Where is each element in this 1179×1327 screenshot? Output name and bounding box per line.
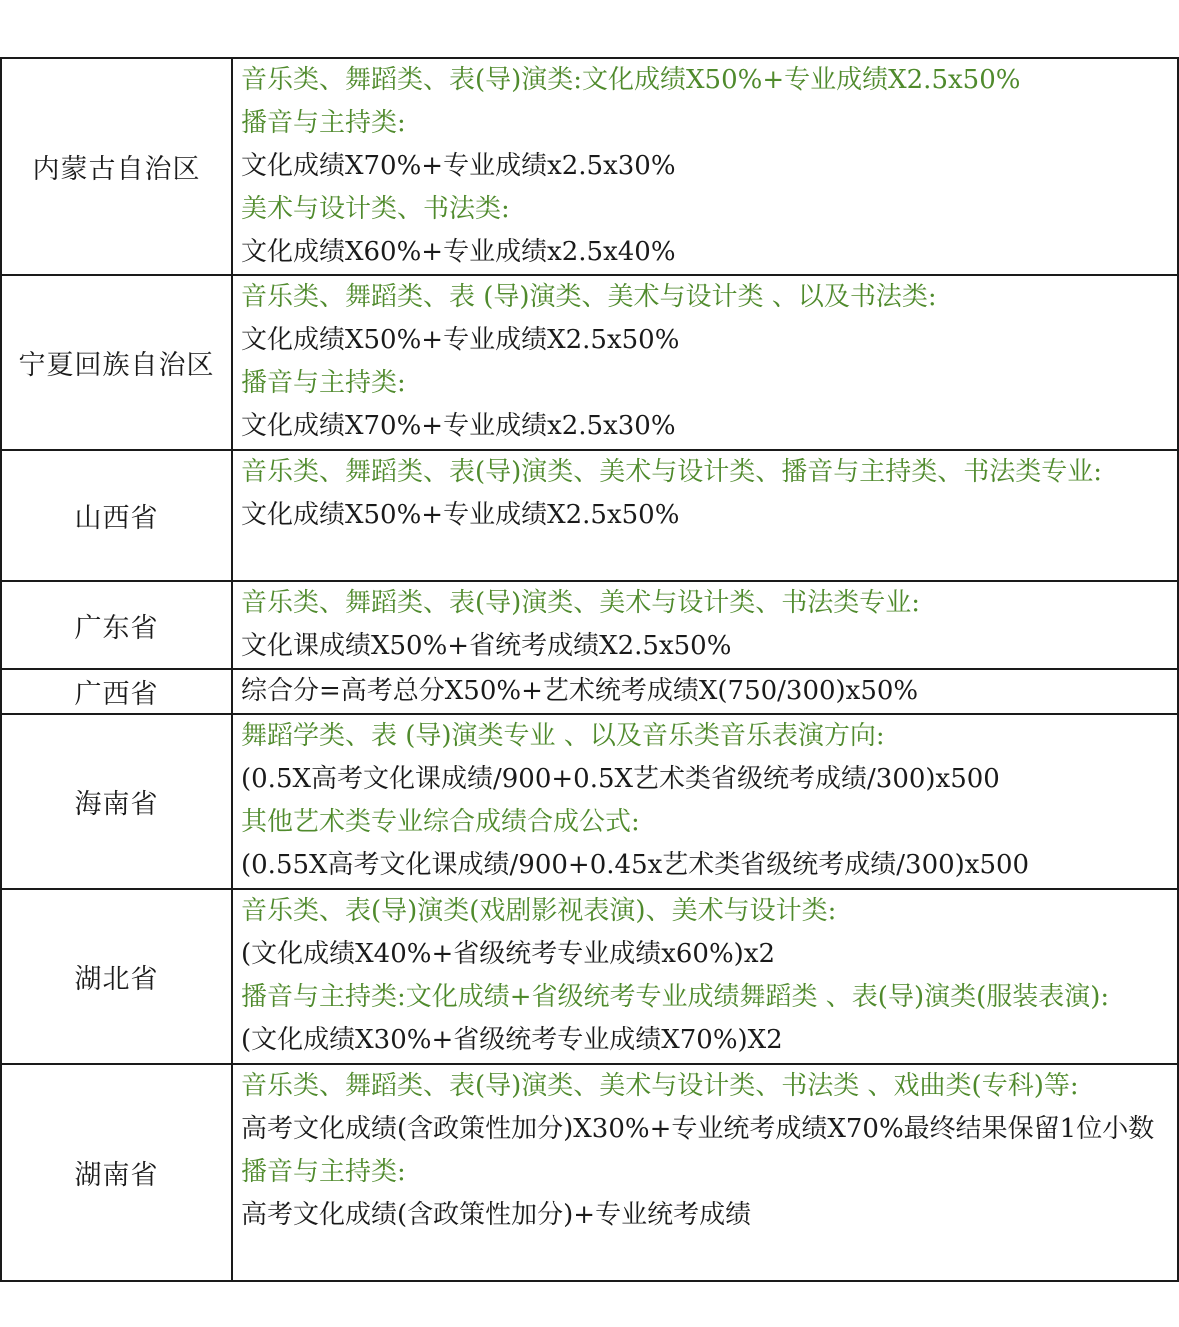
formula-text: 文化成绩X70%+专业成绩x2.5x30%	[241, 411, 676, 441]
formula-cell	[232, 1064, 1178, 1281]
table-row	[1, 275, 1178, 450]
table-body	[1, 58, 1178, 1281]
formula-text: (文化成绩X30%+省级统考专业成绩X70%)X2	[241, 1025, 783, 1055]
province-cell: 广西省	[1, 669, 232, 714]
category-heading: 音乐类、舞蹈类、表(导)演类、美术与设计类、播音与主持类、书法类专业:	[241, 457, 1103, 487]
formula-text: 高考文化成绩(含政策性加分)+专业统考成绩	[241, 1200, 752, 1230]
category-heading: 舞蹈学类、表 (导)演类专业 、以及音乐类音乐表演方向:	[241, 721, 885, 751]
formula-text: (文化成绩X40%+省级统考专业成绩x60%)x2	[241, 939, 776, 969]
table-row	[1, 714, 1178, 889]
formula-cell	[232, 669, 1178, 714]
formula-cell	[232, 581, 1178, 669]
formula-cell	[232, 58, 1178, 275]
category-heading: 播音与主持类:	[241, 108, 406, 138]
table-row	[1, 1064, 1178, 1281]
category-heading: 播音与主持类:文化成绩+省级统考专业成绩舞蹈类 、表(导)演类(服装表演):	[241, 982, 1110, 1012]
category-heading: 音乐类、表(导)演类(戏剧影视表演)、美术与设计类:	[241, 896, 837, 926]
formula-text: 文化成绩X70%+专业成绩x2.5x30%	[241, 151, 676, 181]
formula-text: 综合分=高考总分X50%+艺术统考成绩X(750/300)x50%	[241, 676, 919, 706]
category-heading: 其他艺术类专业综合成绩合成公式:	[241, 807, 640, 837]
category-heading: 播音与主持类:	[241, 1157, 406, 1187]
province-cell: 宁夏回族自治区	[1, 275, 232, 450]
province-cell: 湖南省	[1, 1064, 232, 1281]
score-formula-table	[0, 57, 1179, 1282]
category-heading: 音乐类、舞蹈类、表(导)演类:文化成绩X50%+专业成绩X2.5x50%	[241, 65, 1021, 95]
formula-text: 文化成绩X50%+专业成绩X2.5x50%	[241, 500, 680, 530]
formula-text: 文化课成绩X50%+省统考成绩X2.5x50%	[241, 631, 732, 661]
formula-cell	[232, 450, 1178, 581]
formula-cell	[232, 889, 1178, 1064]
formula-cell	[232, 275, 1178, 450]
formula-text: (0.5X高考文化课成绩/900+0.5X艺术类省级统考成绩/300)x500	[241, 764, 1000, 794]
category-heading: 播音与主持类:	[241, 368, 406, 398]
province-cell: 广东省	[1, 581, 232, 669]
category-heading: 音乐类、舞蹈类、表(导)演类、美术与设计类、书法类 、戏曲类(专科)等:	[241, 1071, 1079, 1101]
formula-text: 文化成绩X50%+专业成绩X2.5x50%	[241, 325, 680, 355]
formula-text: 文化成绩X60%+专业成绩x2.5x40%	[241, 237, 676, 267]
category-heading: 美术与设计类、书法类:	[241, 194, 510, 224]
category-heading: 音乐类、舞蹈类、表 (导)演类、美术与设计类 、以及书法类:	[241, 282, 937, 312]
table-row	[1, 58, 1178, 275]
province-cell: 海南省	[1, 714, 232, 889]
table-row	[1, 450, 1178, 581]
province-cell: 山西省	[1, 450, 232, 581]
table-row	[1, 889, 1178, 1064]
formula-text: 高考文化成绩(含政策性加分)X30%+专业统考成绩X70%最终结果保留1位小数	[241, 1114, 1155, 1144]
table-row	[1, 669, 1178, 714]
formula-cell	[232, 714, 1178, 889]
table-row	[1, 581, 1178, 669]
province-cell: 内蒙古自治区	[1, 58, 232, 275]
province-cell: 湖北省	[1, 889, 232, 1064]
formula-text: (0.55X高考文化课成绩/900+0.45x艺术类省级统考成绩/300)x500	[241, 850, 1030, 880]
category-heading: 音乐类、舞蹈类、表(导)演类、美术与设计类、书法类专业:	[241, 588, 921, 618]
